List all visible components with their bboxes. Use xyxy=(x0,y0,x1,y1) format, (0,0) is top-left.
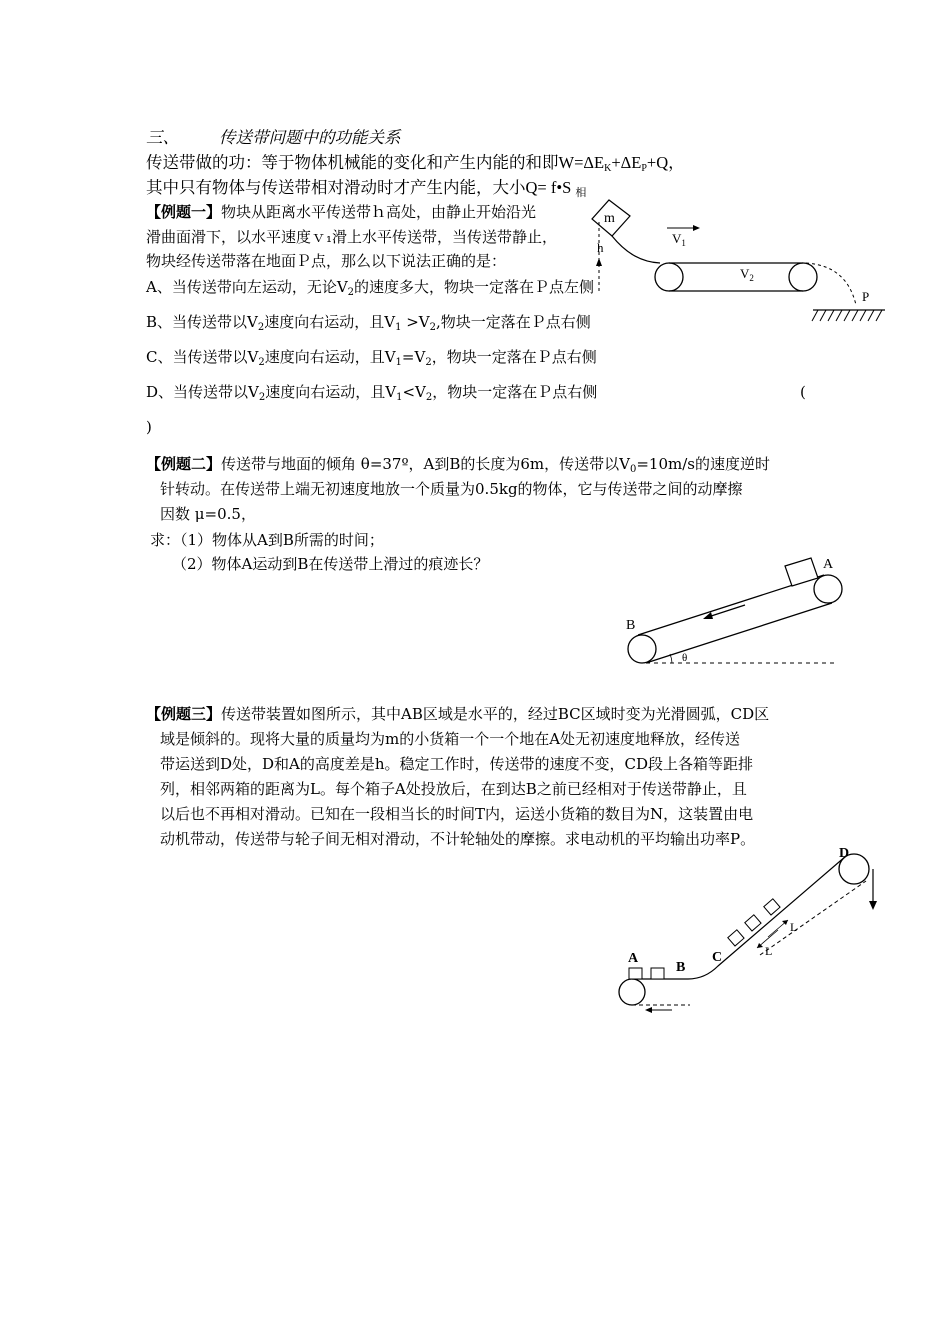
example3-line-2: 域是倾斜的。现将大量的质量均为m的小货箱一个一个地在A处无初速度地释放，经传送 xyxy=(160,730,741,748)
label-b: B xyxy=(676,960,686,975)
work-formula: $W=\Delta E_K+\Delta E_P+Q$， xyxy=(558,153,685,174)
example3-line-5: 以后也不再相对滑动。已知在一段相当长的时间T内，运送小货箱的数目为N，这装置由电 xyxy=(160,805,754,823)
example1-option-c: C、当传送带以$V_2$速度向右运动，且$V_1=V_2$，物块一定落在Ｐ点右侧 xyxy=(146,348,597,368)
example2-line-2: 针转动。在传送带上端无初速度地放一个质量为0.5kg的物体，它与传送带之间的动摩擦 xyxy=(160,480,743,498)
label-l-1: L xyxy=(790,920,798,934)
example1-line-3: 物块经传送带落在地面Ｐ点，那么以下说法正确的是： xyxy=(146,252,507,270)
lower-pulley xyxy=(628,635,656,663)
box-horizontal-2 xyxy=(651,968,664,979)
label-b: B xyxy=(626,618,636,633)
box-horizontal-1 xyxy=(629,968,642,979)
height-label: h xyxy=(597,240,604,255)
example2-figure xyxy=(610,550,860,672)
example1-line-2: 滑曲面滑下，以水平速度ｖ₁滑上水平传送带，当传送带静止， xyxy=(146,228,558,246)
label-l-2: L xyxy=(765,944,773,958)
box-incline-1 xyxy=(728,930,744,946)
mass-label: m xyxy=(604,211,615,226)
example1-option-b: B、当传送带以$V_2$速度向右运动，且$V_1 >V_2$,物块一定落在Ｐ点右侧 xyxy=(146,313,591,333)
section-heading xyxy=(146,126,401,150)
answer-paren-open: ( xyxy=(800,383,806,401)
v2-label: $V_2$ xyxy=(740,266,754,283)
height-arrow-icon xyxy=(596,258,602,266)
drive-arrow-icon xyxy=(869,901,877,910)
block-a xyxy=(785,558,818,586)
example1-option-d: D、当传送带以$V_2$速度向右运动，且$V_1<V_2$，物块一定落在Ｐ点右侧 xyxy=(146,383,598,403)
left-pulley xyxy=(655,263,683,291)
upper-pulley xyxy=(814,575,842,603)
v1-label: $V_1$ xyxy=(672,231,686,248)
example2-line-3: 因数 μ=0.5， xyxy=(160,505,256,523)
example3-line-1: 【例题三】传送带装置如图所示，其中AB区域是水平的，经过BC区域时变为光滑圆弧，CD区 xyxy=(146,705,770,723)
intro-line-1 xyxy=(146,151,685,175)
belt-return-incline xyxy=(760,881,866,955)
theta-label: θ xyxy=(682,652,688,664)
section-title: 传送带问题中的功能关系 xyxy=(219,128,401,147)
answer-paren-close: ) xyxy=(146,418,152,436)
example3-tag: 【例题三】 xyxy=(146,705,222,723)
box-incline-3 xyxy=(764,899,780,915)
example2-line-1: 【例题二】传送带与地面的倾角 θ=37º，A到B的长度为6m，传送带以$V_0=10m/s$的速度逆时 xyxy=(146,455,770,475)
example3-line-3: 带运送到D处，D和A的高度差是h。稳定工作时，传送带的速度不变，CD段上各箱等距排 xyxy=(160,755,754,773)
example1-option-a: A、当传送带向左运动，无论$V_2$的速度多大，物块一定落在Ｐ点左侧 xyxy=(146,278,595,298)
v1-arrow-icon xyxy=(693,225,700,231)
example3-figure xyxy=(605,835,895,1025)
pulley-a xyxy=(619,979,645,1005)
intro-text-2: 其中只有物体与传送带相对滑动时才产生内能，大小 xyxy=(146,178,526,197)
heat-formula: Q= f•S $_相$ xyxy=(525,178,587,199)
example3-line-6: 动机带动，传送带与轮子间无相对滑动，不计轮轴处的摩擦。求电动机的平均输出功率P。 xyxy=(160,830,756,848)
example1-line-1: 【例题一】物块从距离水平传送带ｈ高处，由静止开始沿光 xyxy=(146,203,537,221)
label-a: A xyxy=(823,557,834,572)
curved-slope xyxy=(612,236,660,263)
ground-hatch xyxy=(812,310,882,321)
return-arrow-icon xyxy=(645,1007,652,1013)
intro-text-1: 传送带做的功：等于物体机械能的变化和产生内能的和即 xyxy=(146,153,559,172)
example2-question-2: （2）物体A运动到B在传送带上滑过的痕迹长？ xyxy=(172,555,489,573)
example3-line-4: 列，相邻两箱的距离为L。每个箱子A处投放后，在到达B之前已经相对于传送带静止，且 xyxy=(160,780,747,798)
example1-tag: 【例题一】 xyxy=(146,203,222,221)
box-incline-2 xyxy=(745,915,761,931)
example1-figure xyxy=(570,195,900,330)
label-c: C xyxy=(712,950,723,965)
right-pulley xyxy=(789,263,817,291)
label-a: A xyxy=(628,951,639,966)
section-number: 三、 xyxy=(146,128,179,147)
example2-question-1: 求：（1）物体从A到B所需的时间； xyxy=(150,531,384,549)
belt-bottom xyxy=(646,603,832,663)
example2-tag: 【例题二】 xyxy=(146,455,222,473)
point-p-label: P xyxy=(862,289,870,304)
label-d: D xyxy=(839,846,850,861)
intro-line-2 xyxy=(146,176,586,200)
